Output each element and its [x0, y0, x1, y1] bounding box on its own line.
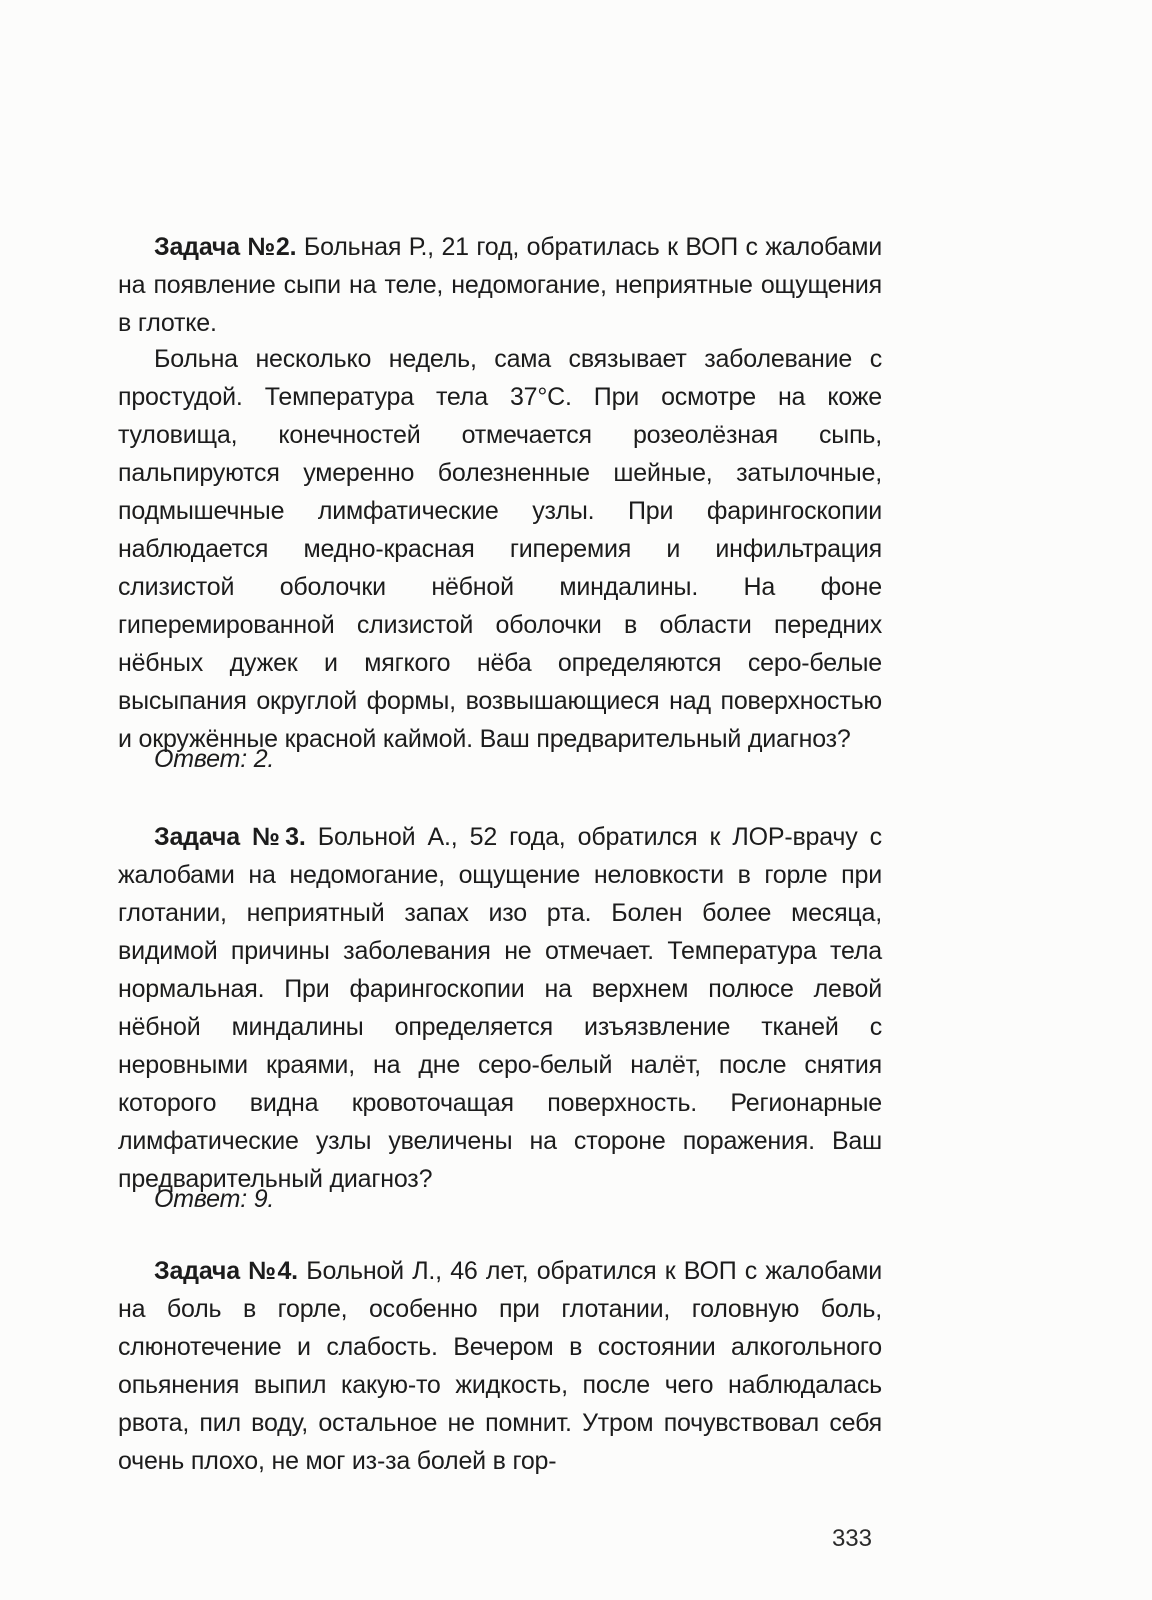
- task-3: [118, 818, 882, 1198]
- task-2-text: Больная Р., 21 год, обратилась к ВОП с жалобами на появление сыпи на теле, недомогание, неприятные ощущения в глотке.: [118, 233, 882, 337]
- task-3-title: Задача №3.: [154, 823, 306, 851]
- task-4-title: Задача №4.: [154, 1257, 298, 1285]
- task-3-answer: Ответ: 9.: [154, 1185, 275, 1213]
- task-2-answer-block: [118, 740, 882, 778]
- task-3-answer-block: [118, 1180, 882, 1218]
- task-4-body: [118, 1252, 882, 1480]
- task-2: [118, 228, 882, 342]
- task-2-title: Задача №2.: [154, 233, 297, 261]
- task-2-intro: [118, 228, 882, 342]
- task-3-body: [118, 818, 882, 1198]
- task-4-text: Больной Л., 46 лет, обратился к ВОП с жалобами на боль в горле, особенно при глотании, головную боль, слюнотечение и слабость. Вечером в состоянии алкогольного опьянения выпил какую-то жидкость, после чего наблюдалась рвота, пил воду, остальное не помнит. Утром почувствовал себя очень плохо, не мог из-за болей в гор-: [118, 1257, 882, 1475]
- task-2-answer: Ответ: 2.: [154, 745, 275, 773]
- task-4: [118, 1252, 882, 1480]
- task-3-text: Больной А., 52 года, обратился к ЛОР-врачу с жалобами на недомогание, ощущение неловкости в горле при глотании, неприятный запах изо рта. Болен более месяца, видимой причины заболевания не отмечает. Температура тела нормальная. При фарингоскопии на верхнем полюсе левой нёбной миндалины определяется изъязвление тканей с неровными краями, на дне серо-белый налёт, после снятия которого видна кровоточащая поверхность. Регионарные лимфатические узлы увеличены на стороне поражения. Ваш предварительный диагноз?: [118, 823, 882, 1193]
- task-2-body: Больна несколько недель, сама связывает заболевание с простудой. Температура тела 37°С. При осмотре на коже туловища, конечностей отмечается розеолёзная сыпь, пальпируются умеренно болезненные шейные, затылочные, подмышечные лимфатические узлы. При фарингоскопии наблюдается медно-красная гиперемия и инфильтрация слизистой оболочки нёбной миндалины. На фоне гиперемированной слизистой оболочки в области передних нёбных дужек и мягкого нёба определяются серо-белые высыпания округлой формы, возвышающиеся над поверхностью и окружённые красной каймой. Ваш предварительный диагноз?: [118, 345, 882, 753]
- task-2-paragraph-2: [118, 340, 882, 758]
- page-number: 333: [831, 1525, 872, 1552]
